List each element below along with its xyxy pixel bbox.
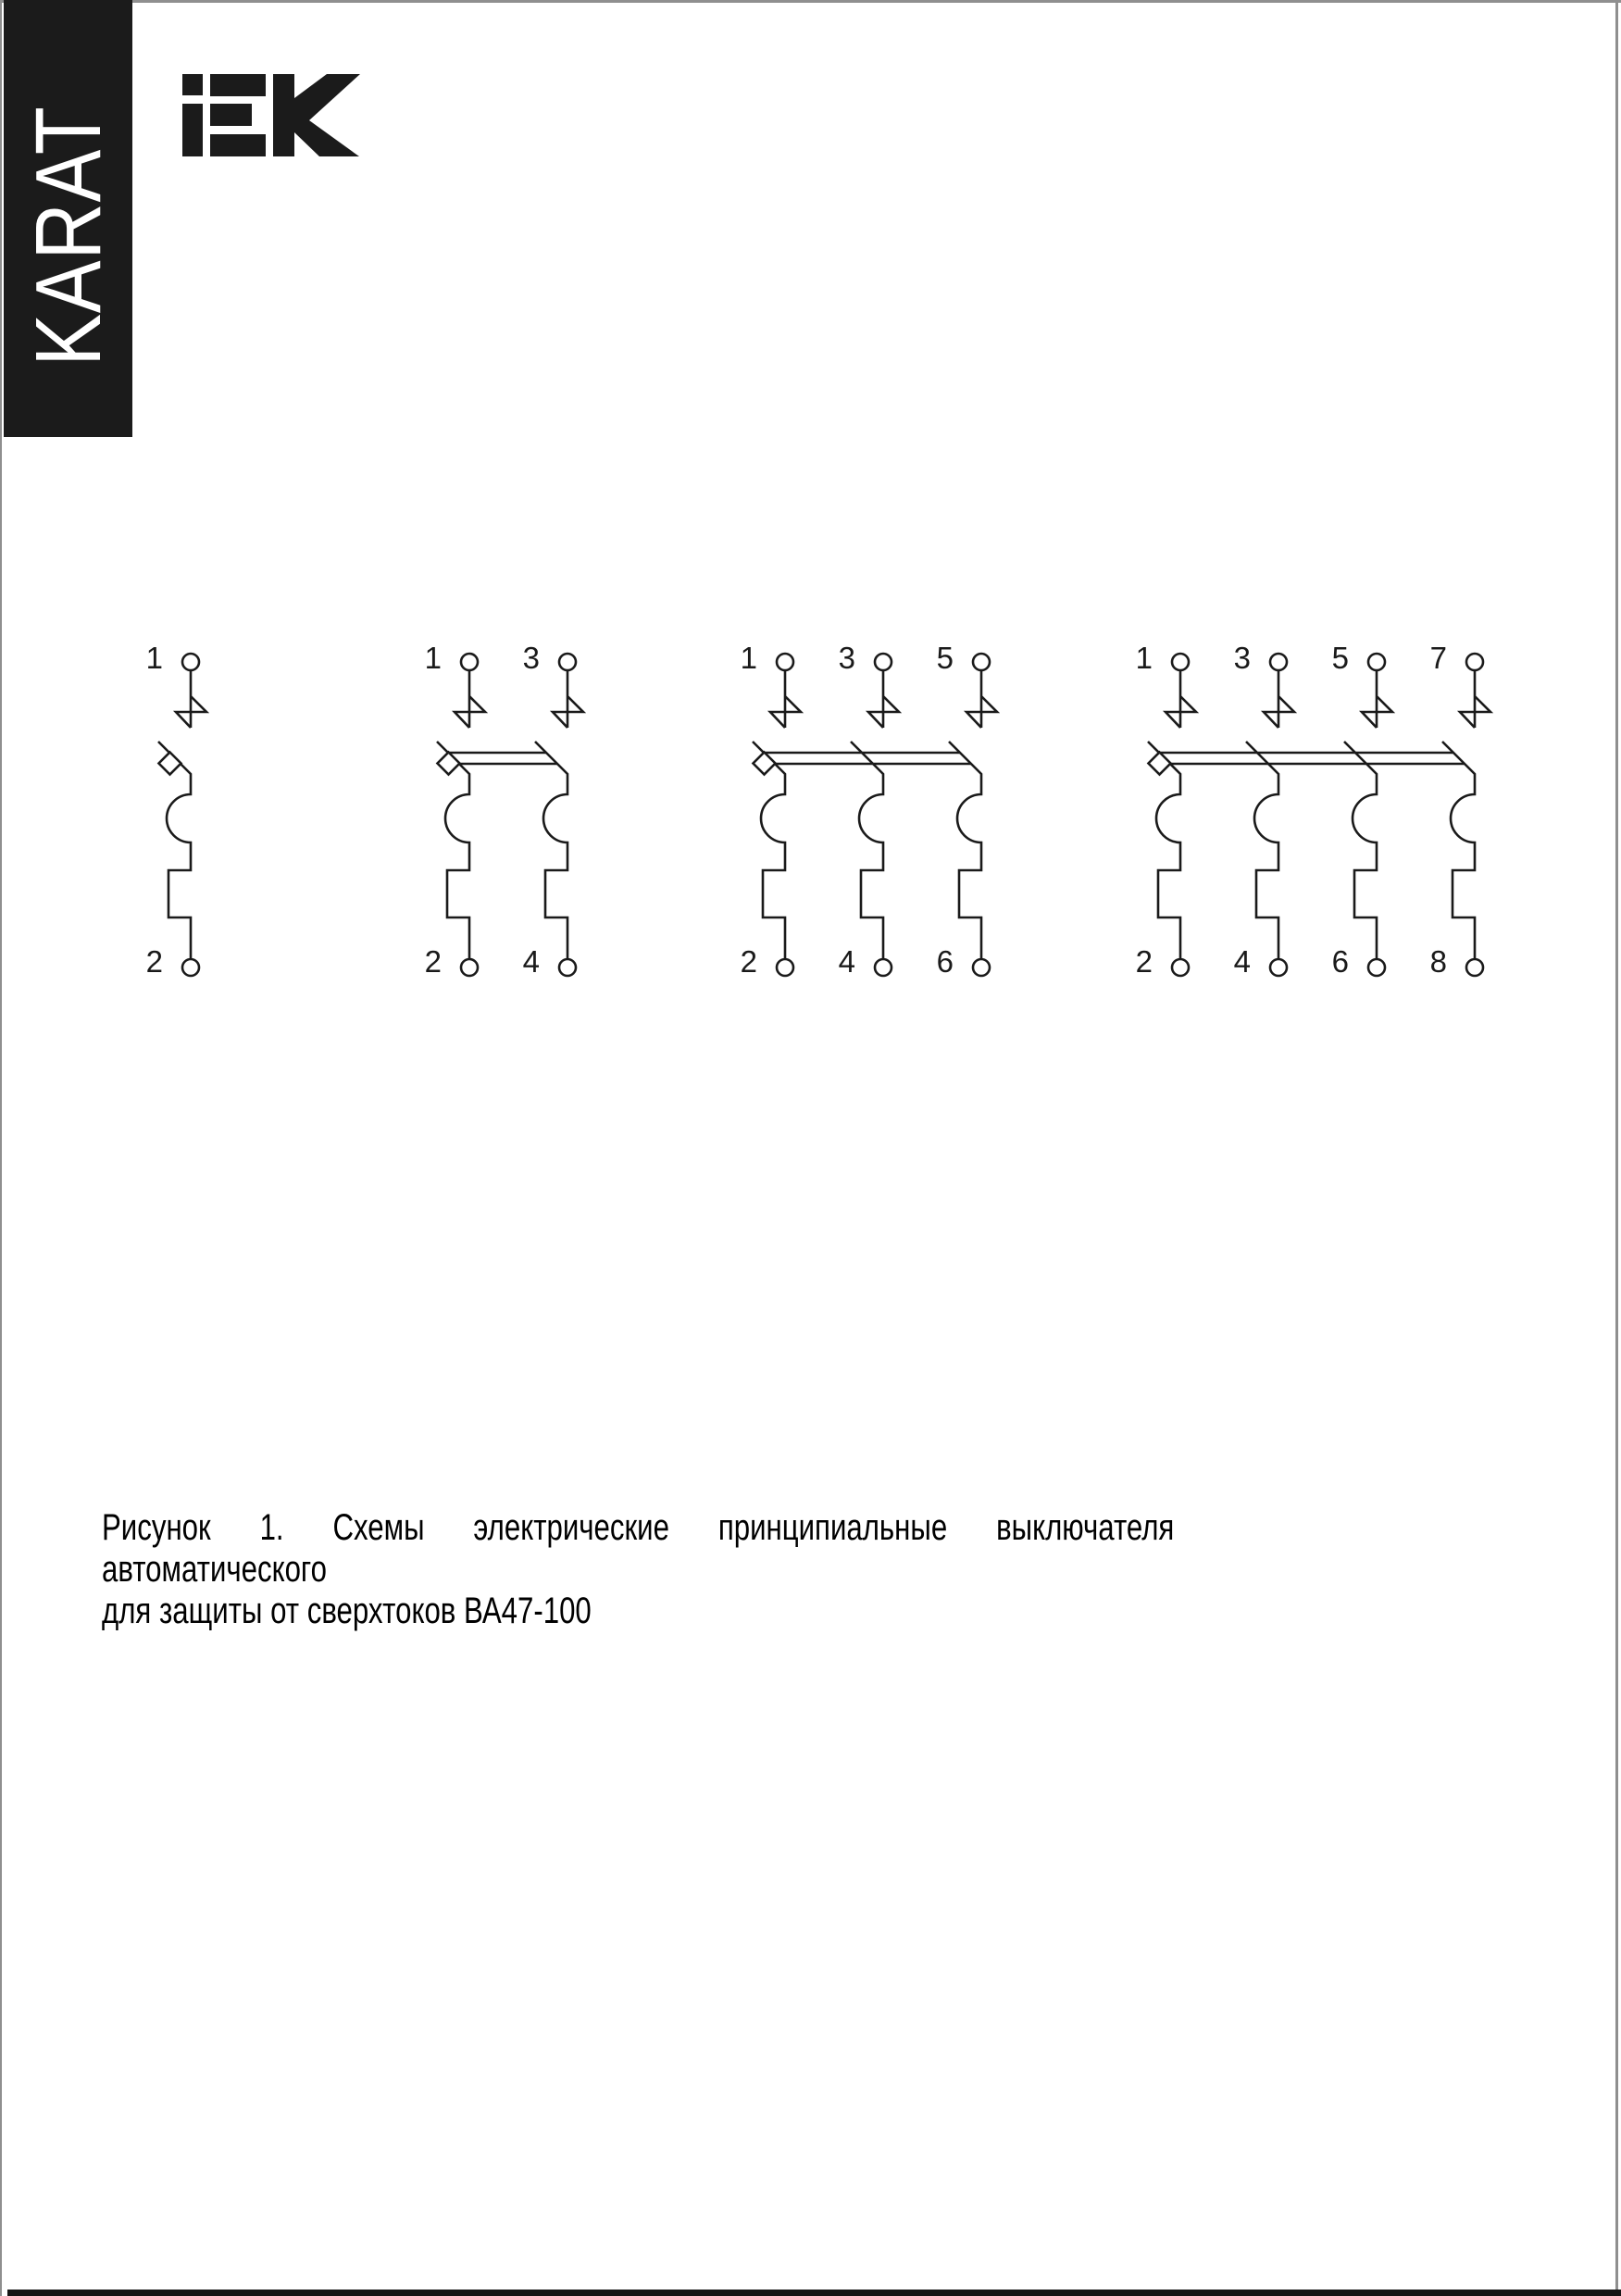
terminal-circle-bottom bbox=[875, 959, 892, 976]
terminal-label-bottom: 4 bbox=[1233, 944, 1251, 979]
terminal-circle-bottom bbox=[973, 959, 990, 976]
pole-contact-and-releases-path bbox=[437, 670, 485, 959]
terminal-circle-top bbox=[1270, 654, 1287, 670]
terminal-circle-bottom bbox=[461, 959, 478, 976]
terminal-label-bottom: 2 bbox=[740, 944, 757, 979]
trip-mechanism-diamond bbox=[159, 753, 181, 775]
terminal-circle-top bbox=[777, 654, 793, 670]
terminal-label-top: 1 bbox=[740, 641, 757, 675]
terminal-circle-bottom bbox=[1270, 959, 1287, 976]
pole-contact-and-releases-path bbox=[1246, 670, 1294, 959]
pole-contact-and-releases-path bbox=[949, 670, 997, 959]
terminal-circle-bottom bbox=[559, 959, 576, 976]
terminal-circle-bottom bbox=[182, 959, 199, 976]
breaker-pole bbox=[425, 641, 485, 979]
breaker-pole bbox=[1430, 641, 1490, 979]
figure-caption-line1: Рисунок 1. Схемы электрические принципиальные выключателя автоматического bbox=[102, 1507, 1175, 1590]
breaker-pole bbox=[146, 641, 206, 979]
schematic-3-pole bbox=[716, 639, 1018, 995]
breaker-pole bbox=[523, 641, 583, 979]
trip-mechanism-diamond bbox=[1149, 753, 1171, 775]
terminal-label-bottom: 6 bbox=[1331, 944, 1349, 979]
schematic-2-pole bbox=[400, 639, 605, 995]
terminal-circle-top bbox=[1368, 654, 1385, 670]
trip-mechanism-diamond bbox=[438, 753, 460, 775]
schematic-4-pole bbox=[1111, 639, 1512, 995]
breaker-pole bbox=[1234, 641, 1294, 979]
terminal-circle-top bbox=[1466, 654, 1483, 670]
terminal-label-top: 7 bbox=[1429, 641, 1447, 675]
terminal-circle-top bbox=[559, 654, 576, 670]
terminal-circle-top bbox=[973, 654, 990, 670]
terminal-label-bottom: 2 bbox=[424, 944, 442, 979]
figure-caption-line2: для защиты от сверхтоков ВА47-100 bbox=[102, 1591, 592, 1631]
terminal-circle-bottom bbox=[1368, 959, 1385, 976]
terminal-label-bottom: 6 bbox=[936, 944, 954, 979]
pole-contact-and-releases-path bbox=[753, 670, 801, 959]
pole-contact-and-releases-path bbox=[1344, 670, 1392, 959]
terminal-circle-top bbox=[461, 654, 478, 670]
terminal-label-top: 3 bbox=[838, 641, 855, 675]
terminal-label-top: 3 bbox=[1233, 641, 1251, 675]
terminal-circle-top bbox=[1172, 654, 1189, 670]
trip-mechanism-diamond bbox=[754, 753, 776, 775]
breaker-pole bbox=[1332, 641, 1392, 979]
pole-contact-and-releases-path bbox=[1442, 670, 1490, 959]
terminal-label-top: 5 bbox=[936, 641, 954, 675]
pole-contact-and-releases-path bbox=[851, 670, 899, 959]
terminal-label-top: 1 bbox=[424, 641, 442, 675]
pole-contact-and-releases-path bbox=[1148, 670, 1196, 959]
terminal-label-bottom: 4 bbox=[522, 944, 540, 979]
pole-contact-and-releases-path bbox=[158, 670, 206, 959]
schematic-1-pole bbox=[121, 639, 228, 995]
figure-schematics bbox=[0, 0, 1621, 1111]
terminal-circle-bottom bbox=[1172, 959, 1189, 976]
breaker-pole bbox=[937, 641, 997, 979]
terminal-label-top: 5 bbox=[1331, 641, 1349, 675]
breaker-pole bbox=[1136, 641, 1196, 979]
terminal-label-bottom: 8 bbox=[1429, 944, 1447, 979]
breaker-pole bbox=[741, 641, 801, 979]
breaker-pole bbox=[839, 641, 899, 979]
series-name: KARAT bbox=[16, 106, 120, 367]
terminal-circle-top bbox=[182, 654, 199, 670]
pole-contact-and-releases-path bbox=[535, 670, 583, 959]
terminal-label-top: 1 bbox=[145, 641, 163, 675]
terminal-label-top: 1 bbox=[1135, 641, 1153, 675]
figure-caption bbox=[102, 1507, 1174, 1632]
terminal-circle-bottom bbox=[1466, 959, 1483, 976]
terminal-circle-bottom bbox=[777, 959, 793, 976]
terminal-label-bottom: 2 bbox=[145, 944, 163, 979]
page-bottom-strip bbox=[7, 2290, 1621, 2296]
terminal-label-top: 3 bbox=[522, 641, 540, 675]
terminal-label-bottom: 2 bbox=[1135, 944, 1153, 979]
terminal-circle-top bbox=[875, 654, 892, 670]
terminal-label-bottom: 4 bbox=[838, 944, 855, 979]
